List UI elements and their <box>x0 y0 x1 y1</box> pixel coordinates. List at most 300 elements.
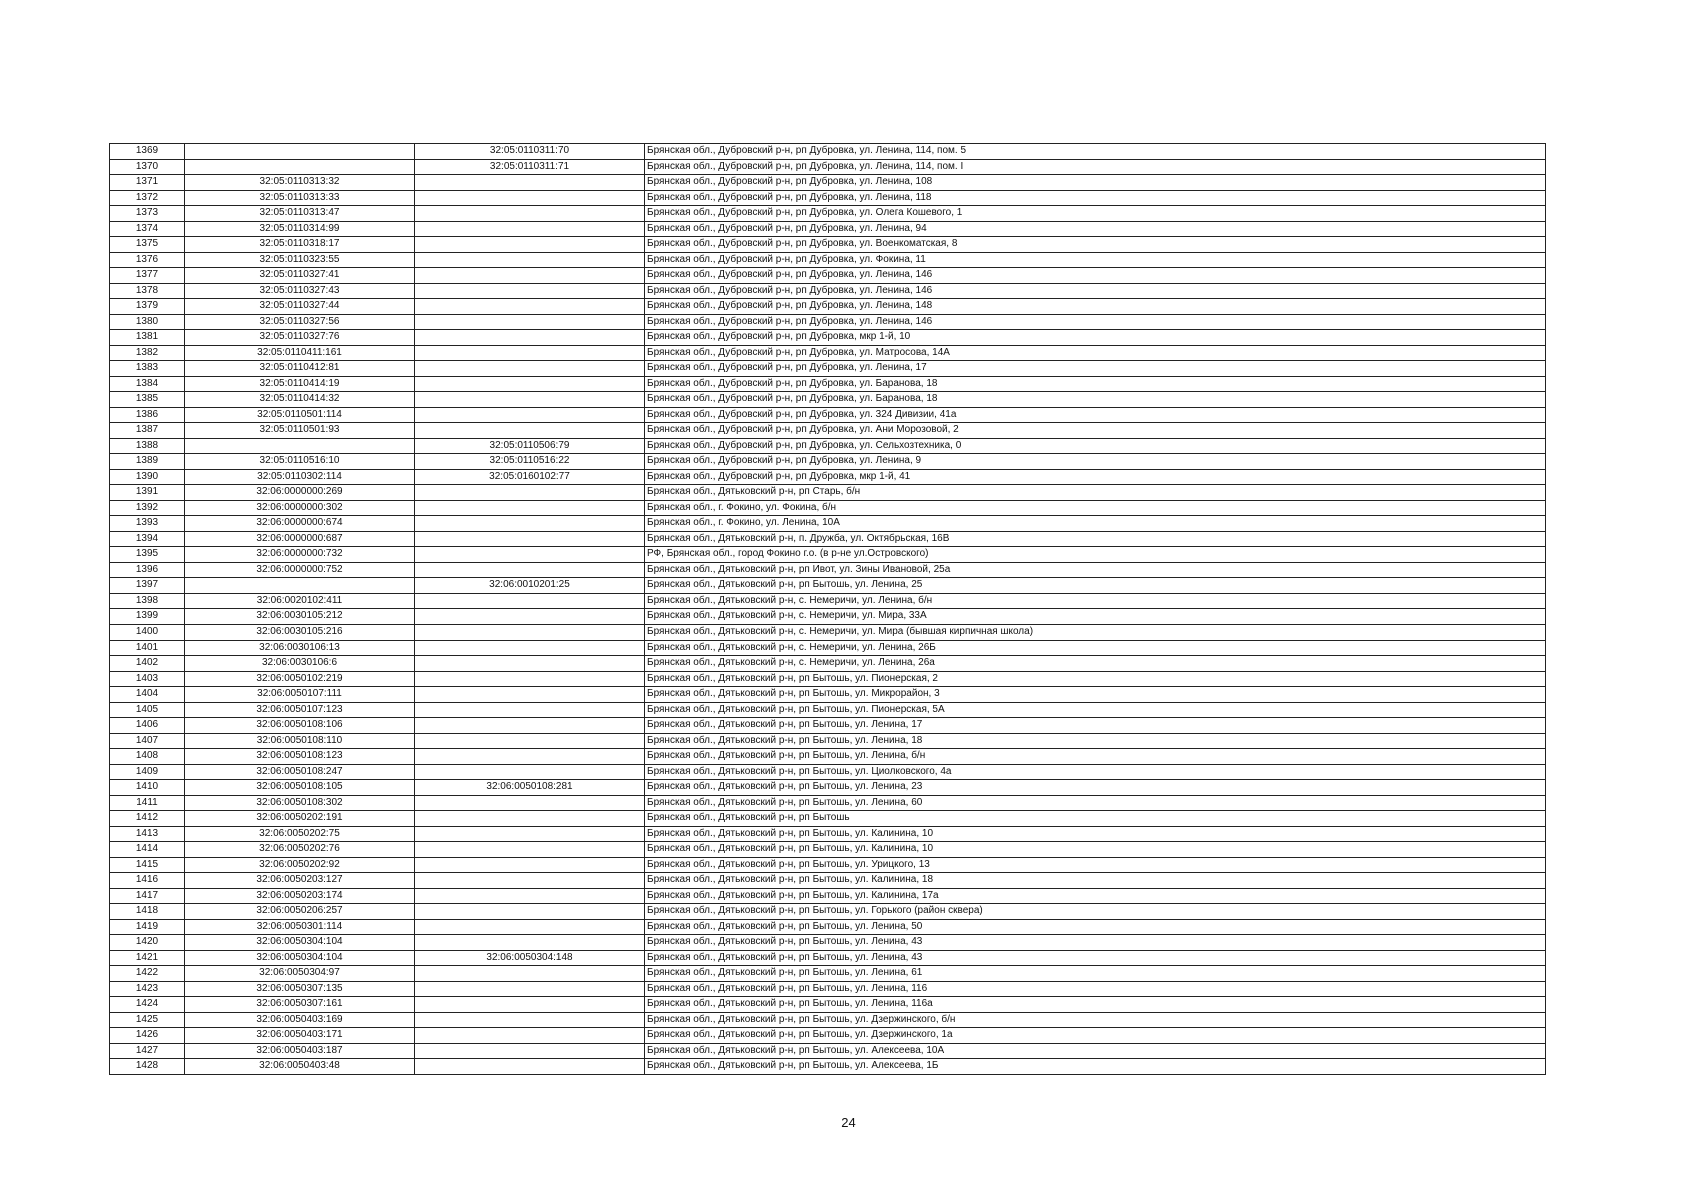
table-row <box>110 764 1546 780</box>
row-number-cell: 1408 <box>110 749 185 765</box>
cadastral-number-cell <box>185 144 415 160</box>
address-cell: Брянская обл., Дубровский р-н, рп Дубровка, ул. Ани Морозовой, 2 <box>645 423 1546 439</box>
address-cell: Брянская обл., Дятьковский р-н, рп Бытошь, ул. Ленина, 116 <box>645 981 1546 997</box>
cadastral-number-secondary-cell <box>415 268 645 284</box>
address-cell: Брянская обл., Дятьковский р-н, рп Бытошь, ул. Ленина, 43 <box>645 950 1546 966</box>
row-number-cell: 1398 <box>110 593 185 609</box>
cadastral-number-cell <box>185 438 415 454</box>
row-number-cell: 1404 <box>110 687 185 703</box>
registry-table <box>109 143 1546 1075</box>
cadastral-number-secondary-cell <box>415 640 645 656</box>
row-number-cell: 1390 <box>110 469 185 485</box>
address-cell: Брянская обл., Дубровский р-н, рп Дубровка, ул. 324 Дивизии, 41а <box>645 407 1546 423</box>
table-row <box>110 795 1546 811</box>
address-cell: Брянская обл., Дятьковский р-н, рп Бытошь, ул. Горького (район сквера) <box>645 904 1546 920</box>
table-row <box>110 733 1546 749</box>
address-cell: Брянская обл., Дятьковский р-н, рп Бытошь, ул. Пионерская, 2 <box>645 671 1546 687</box>
row-number-cell: 1411 <box>110 795 185 811</box>
address-cell: Брянская обл., Дубровский р-н, рп Дубровка, ул. Олега Кошевого, 1 <box>645 206 1546 222</box>
cadastral-number-secondary-cell <box>415 175 645 191</box>
cadastral-number-secondary-cell <box>415 656 645 672</box>
cadastral-number-secondary-cell <box>415 764 645 780</box>
cadastral-number-secondary-cell <box>415 345 645 361</box>
cadastral-number-secondary-cell <box>415 857 645 873</box>
cadastral-number-cell: 32:06:0050202:76 <box>185 842 415 858</box>
row-number-cell: 1401 <box>110 640 185 656</box>
row-number-cell: 1375 <box>110 237 185 253</box>
cadastral-number-secondary-cell <box>415 873 645 889</box>
cadastral-number-cell: 32:06:0030105:212 <box>185 609 415 625</box>
cadastral-number-cell: 32:06:0050403:171 <box>185 1028 415 1044</box>
table-row <box>110 190 1546 206</box>
cadastral-number-secondary-cell: 32:06:0050108:281 <box>415 780 645 796</box>
cadastral-number-cell: 32:05:0110411:161 <box>185 345 415 361</box>
row-number-cell: 1422 <box>110 966 185 982</box>
cadastral-number-cell: 32:06:0050403:187 <box>185 1043 415 1059</box>
row-number-cell: 1395 <box>110 547 185 563</box>
cadastral-number-secondary-cell <box>415 687 645 703</box>
table-row <box>110 438 1546 454</box>
cadastral-number-secondary-cell <box>415 190 645 206</box>
table-row <box>110 702 1546 718</box>
cadastral-number-secondary-cell: 32:06:0010201:25 <box>415 578 645 594</box>
table-row <box>110 904 1546 920</box>
cadastral-number-secondary-cell <box>415 749 645 765</box>
address-cell: Брянская обл., Дятьковский р-н, рп Ивот, ул. Зины Ивановой, 25а <box>645 562 1546 578</box>
row-number-cell: 1427 <box>110 1043 185 1059</box>
table-row <box>110 175 1546 191</box>
address-cell: Брянская обл., Дятьковский р-н, рп Бытошь, ул. Микрорайон, 3 <box>645 687 1546 703</box>
address-cell: Брянская обл., Дятьковский р-н, рп Бытошь, ул. Ленина, 116а <box>645 997 1546 1013</box>
cadastral-number-cell: 32:06:0050202:92 <box>185 857 415 873</box>
cadastral-number-cell: 32:06:0050307:161 <box>185 997 415 1013</box>
table-row <box>110 593 1546 609</box>
table-row <box>110 221 1546 237</box>
cadastral-number-secondary-cell <box>415 314 645 330</box>
row-number-cell: 1389 <box>110 454 185 470</box>
cadastral-number-secondary-cell <box>415 1059 645 1075</box>
cadastral-number-cell: 32:06:0050108:302 <box>185 795 415 811</box>
cadastral-number-cell: 32:06:0050108:106 <box>185 718 415 734</box>
cadastral-number-cell: 32:06:0030106:6 <box>185 656 415 672</box>
table-row <box>110 997 1546 1013</box>
row-number-cell: 1391 <box>110 485 185 501</box>
row-number-cell: 1414 <box>110 842 185 858</box>
row-number-cell: 1371 <box>110 175 185 191</box>
address-cell: Брянская обл., Дятьковский р-н, рп Бытошь, ул. Циолковского, 4а <box>645 764 1546 780</box>
address-cell: Брянская обл., Дубровский р-н, рп Дубровка, ул. Ленина, 114, пом. I <box>645 159 1546 175</box>
cadastral-number-cell: 32:06:0000000:752 <box>185 562 415 578</box>
row-number-cell: 1413 <box>110 826 185 842</box>
row-number-cell: 1383 <box>110 361 185 377</box>
row-number-cell: 1372 <box>110 190 185 206</box>
cadastral-number-cell: 32:05:0110501:114 <box>185 407 415 423</box>
cadastral-number-cell: 32:06:0030106:13 <box>185 640 415 656</box>
cadastral-number-secondary-cell <box>415 826 645 842</box>
cadastral-number-secondary-cell: 32:05:0160102:77 <box>415 469 645 485</box>
cadastral-number-secondary-cell <box>415 593 645 609</box>
cadastral-number-cell: 32:06:0050203:127 <box>185 873 415 889</box>
row-number-cell: 1425 <box>110 1012 185 1028</box>
cadastral-number-secondary-cell <box>415 547 645 563</box>
cadastral-number-secondary-cell <box>415 299 645 315</box>
address-cell: Брянская обл., Дятьковский р-н, рп Бытошь, ул. Ленина, 18 <box>645 733 1546 749</box>
cadastral-number-cell: 32:06:0050108:110 <box>185 733 415 749</box>
address-cell: Брянская обл., Дубровский р-н, рп Дубровка, ул. Ленина, 94 <box>645 221 1546 237</box>
table-row <box>110 656 1546 672</box>
row-number-cell: 1405 <box>110 702 185 718</box>
address-cell: Брянская обл., Дятьковский р-н, рп Бытошь, ул. Ленина, б/н <box>645 749 1546 765</box>
address-cell: Брянская обл., Дубровский р-н, рп Дубровка, ул. Фокина, 11 <box>645 252 1546 268</box>
cadastral-number-cell: 32:06:0050403:169 <box>185 1012 415 1028</box>
table-row <box>110 873 1546 889</box>
address-cell: Брянская обл., Дубровский р-н, рп Дубровка, ул. Сельхозтехника, 0 <box>645 438 1546 454</box>
cadastral-number-secondary-cell <box>415 888 645 904</box>
row-number-cell: 1369 <box>110 144 185 160</box>
address-cell: Брянская обл., Дятьковский р-н, рп Бытошь, ул. Ленина, 23 <box>645 780 1546 796</box>
row-number-cell: 1388 <box>110 438 185 454</box>
cadastral-number-cell: 32:06:0050307:135 <box>185 981 415 997</box>
cadastral-number-cell: 32:06:0050108:105 <box>185 780 415 796</box>
table-row <box>110 640 1546 656</box>
address-cell: Брянская обл., Дятьковский р-н, рп Бытошь, ул. Алексеева, 1Б <box>645 1059 1546 1075</box>
address-cell: Брянская обл., Дятьковский р-н, рп Бытошь <box>645 811 1546 827</box>
table-row <box>110 811 1546 827</box>
address-cell: Брянская обл., Дятьковский р-н, рп Бытошь, ул. Ленина, 61 <box>645 966 1546 982</box>
table-row <box>110 407 1546 423</box>
cadastral-number-secondary-cell <box>415 997 645 1013</box>
cadastral-number-cell: 32:06:0000000:302 <box>185 500 415 516</box>
cadastral-number-cell: 32:05:0110414:32 <box>185 392 415 408</box>
cadastral-number-cell: 32:05:0110516:10 <box>185 454 415 470</box>
address-cell: Брянская обл., Дубровский р-н, рп Дубровка, ул. Ленина, 17 <box>645 361 1546 377</box>
cadastral-number-cell: 32:06:0050403:48 <box>185 1059 415 1075</box>
row-number-cell: 1417 <box>110 888 185 904</box>
cadastral-number-secondary-cell: 32:05:0110311:70 <box>415 144 645 160</box>
table-row <box>110 919 1546 935</box>
table-row <box>110 500 1546 516</box>
table-row <box>110 144 1546 160</box>
cadastral-number-secondary-cell <box>415 935 645 951</box>
row-number-cell: 1397 <box>110 578 185 594</box>
cadastral-number-cell: 32:06:0000000:269 <box>185 485 415 501</box>
table-row <box>110 562 1546 578</box>
table-row <box>110 935 1546 951</box>
row-number-cell: 1396 <box>110 562 185 578</box>
row-number-cell: 1378 <box>110 283 185 299</box>
cadastral-number-cell: 32:06:0050107:123 <box>185 702 415 718</box>
row-number-cell: 1394 <box>110 531 185 547</box>
cadastral-number-secondary-cell <box>415 981 645 997</box>
address-cell: Брянская обл., Дятьковский р-н, с. Немеричи, ул. Ленина, б/н <box>645 593 1546 609</box>
row-number-cell: 1400 <box>110 624 185 640</box>
cadastral-number-cell: 32:06:0000000:732 <box>185 547 415 563</box>
address-cell: Брянская обл., Дятьковский р-н, рп Бытошь, ул. Ленина, 25 <box>645 578 1546 594</box>
row-number-cell: 1415 <box>110 857 185 873</box>
cadastral-number-cell: 32:05:0110327:41 <box>185 268 415 284</box>
address-cell: Брянская обл., Дубровский р-н, рп Дубровка, ул. Ленина, 108 <box>645 175 1546 191</box>
cadastral-number-secondary-cell <box>415 485 645 501</box>
cadastral-number-cell: 32:05:0110327:56 <box>185 314 415 330</box>
cadastral-number-secondary-cell <box>415 919 645 935</box>
table-row <box>110 516 1546 532</box>
row-number-cell: 1402 <box>110 656 185 672</box>
row-number-cell: 1409 <box>110 764 185 780</box>
address-cell: Брянская обл., г. Фокино, ул. Фокина, б/н <box>645 500 1546 516</box>
address-cell: Брянская обл., Дятьковский р-н, рп Бытошь, ул. Дзержинского, 1а <box>645 1028 1546 1044</box>
address-cell: Брянская обл., Дубровский р-н, рп Дубровка, ул. Ленина, 118 <box>645 190 1546 206</box>
table-row <box>110 376 1546 392</box>
row-number-cell: 1385 <box>110 392 185 408</box>
address-cell: Брянская обл., Дятьковский р-н, рп Бытошь, ул. Калинина, 10 <box>645 842 1546 858</box>
row-number-cell: 1423 <box>110 981 185 997</box>
table-row <box>110 345 1546 361</box>
registry-table-body <box>110 144 1546 1075</box>
row-number-cell: 1374 <box>110 221 185 237</box>
cadastral-number-cell: 32:06:0050304:104 <box>185 950 415 966</box>
cadastral-number-cell: 32:06:0050107:111 <box>185 687 415 703</box>
address-cell: Брянская обл., Дятьковский р-н, рп Бытошь, ул. Пионерская, 5А <box>645 702 1546 718</box>
cadastral-number-cell: 32:06:0050108:247 <box>185 764 415 780</box>
table-row <box>110 780 1546 796</box>
cadastral-number-secondary-cell <box>415 361 645 377</box>
address-cell: Брянская обл., Дятьковский р-н, рп Старь, б/н <box>645 485 1546 501</box>
table-row <box>110 1043 1546 1059</box>
row-number-cell: 1380 <box>110 314 185 330</box>
row-number-cell: 1419 <box>110 919 185 935</box>
cadastral-number-cell: 32:05:0110327:76 <box>185 330 415 346</box>
cadastral-number-cell: 32:05:0110313:33 <box>185 190 415 206</box>
cadastral-number-secondary-cell <box>415 904 645 920</box>
table-row <box>110 268 1546 284</box>
address-cell: Брянская обл., Дубровский р-н, рп Дубровка, ул. Баранова, 18 <box>645 376 1546 392</box>
cadastral-number-secondary-cell <box>415 1043 645 1059</box>
table-row <box>110 159 1546 175</box>
cadastral-number-cell: 32:06:0050202:191 <box>185 811 415 827</box>
address-cell: РФ, Брянская обл., город Фокино г.о. (в р-не ул.Островского) <box>645 547 1546 563</box>
row-number-cell: 1370 <box>110 159 185 175</box>
table-row <box>110 718 1546 734</box>
address-cell: Брянская обл., Дубровский р-н, рп Дубровка, ул. Матросова, 14А <box>645 345 1546 361</box>
cadastral-number-secondary-cell <box>415 966 645 982</box>
row-number-cell: 1379 <box>110 299 185 315</box>
address-cell: Брянская обл., Дубровский р-н, рп Дубровка, ул. Ленина, 146 <box>645 268 1546 284</box>
table-row <box>110 547 1546 563</box>
table-row <box>110 966 1546 982</box>
address-cell: Брянская обл., Дятьковский р-н, с. Немеричи, ул. Мира (бывшая кирпичная школа) <box>645 624 1546 640</box>
table-row <box>110 1028 1546 1044</box>
row-number-cell: 1393 <box>110 516 185 532</box>
cadastral-number-secondary-cell <box>415 423 645 439</box>
table-row <box>110 252 1546 268</box>
cadastral-number-cell: 32:06:0000000:687 <box>185 531 415 547</box>
cadastral-number-secondary-cell: 32:05:0110516:22 <box>415 454 645 470</box>
row-number-cell: 1382 <box>110 345 185 361</box>
address-cell: Брянская обл., Дубровский р-н, рп Дубровка, мкр 1-й, 41 <box>645 469 1546 485</box>
row-number-cell: 1406 <box>110 718 185 734</box>
address-cell: Брянская обл., Дятьковский р-н, п. Дружба, ул. Октябрьская, 16В <box>645 531 1546 547</box>
row-number-cell: 1410 <box>110 780 185 796</box>
row-number-cell: 1381 <box>110 330 185 346</box>
row-number-cell: 1426 <box>110 1028 185 1044</box>
row-number-cell: 1428 <box>110 1059 185 1075</box>
cadastral-number-secondary-cell <box>415 237 645 253</box>
address-cell: Брянская обл., Дятьковский р-н, с. Немеричи, ул. Ленина, 26Б <box>645 640 1546 656</box>
row-number-cell: 1387 <box>110 423 185 439</box>
table-row <box>110 423 1546 439</box>
cadastral-number-cell: 32:05:0110414:19 <box>185 376 415 392</box>
row-number-cell: 1416 <box>110 873 185 889</box>
address-cell: Брянская обл., Дятьковский р-н, с. Немеричи, ул. Ленина, 26а <box>645 656 1546 672</box>
cadastral-number-secondary-cell <box>415 500 645 516</box>
cadastral-number-cell: 32:05:0110323:55 <box>185 252 415 268</box>
cadastral-number-secondary-cell <box>415 1028 645 1044</box>
cadastral-number-cell: 32:06:0020102:411 <box>185 593 415 609</box>
cadastral-number-cell: 32:05:0110313:32 <box>185 175 415 191</box>
address-cell: Брянская обл., Дубровский р-н, рп Дубровка, ул. Ленина, 148 <box>645 299 1546 315</box>
cadastral-number-cell <box>185 159 415 175</box>
table-row <box>110 299 1546 315</box>
cadastral-number-cell: 32:05:0110314:99 <box>185 221 415 237</box>
cadastral-number-cell: 32:05:0110501:93 <box>185 423 415 439</box>
cadastral-number-cell: 32:06:0050203:174 <box>185 888 415 904</box>
address-cell: Брянская обл., Дятьковский р-н, рп Бытошь, ул. Калинина, 17а <box>645 888 1546 904</box>
row-number-cell: 1386 <box>110 407 185 423</box>
table-row <box>110 531 1546 547</box>
address-cell: Брянская обл., Дятьковский р-н, рп Бытошь, ул. Дзержинского, б/н <box>645 1012 1546 1028</box>
row-number-cell: 1392 <box>110 500 185 516</box>
row-number-cell: 1407 <box>110 733 185 749</box>
cadastral-number-secondary-cell <box>415 283 645 299</box>
cadastral-number-secondary-cell: 32:06:0050304:148 <box>415 950 645 966</box>
row-number-cell: 1377 <box>110 268 185 284</box>
cadastral-number-cell: 32:05:0110318:17 <box>185 237 415 253</box>
cadastral-number-cell: 32:05:0110412:81 <box>185 361 415 377</box>
cadastral-number-cell: 32:06:0050304:104 <box>185 935 415 951</box>
address-cell: Брянская обл., Дятьковский р-н, рп Бытошь, ул. Ленина, 17 <box>645 718 1546 734</box>
address-cell: Брянская обл., Дятьковский р-н, рп Бытошь, ул. Алексеева, 10А <box>645 1043 1546 1059</box>
cadastral-number-secondary-cell <box>415 516 645 532</box>
cadastral-number-cell: 32:06:0050301:114 <box>185 919 415 935</box>
address-cell: Брянская обл., Дятьковский р-н, рп Бытошь, ул. Калинина, 10 <box>645 826 1546 842</box>
address-cell: Брянская обл., Дубровский р-н, рп Дубровка, ул. Ленина, 146 <box>645 283 1546 299</box>
table-row <box>110 749 1546 765</box>
row-number-cell: 1384 <box>110 376 185 392</box>
row-number-cell: 1421 <box>110 950 185 966</box>
cadastral-number-secondary-cell <box>415 206 645 222</box>
cadastral-number-secondary-cell <box>415 624 645 640</box>
cadastral-number-secondary-cell <box>415 531 645 547</box>
table-row <box>110 609 1546 625</box>
cadastral-number-secondary-cell <box>415 252 645 268</box>
cadastral-number-cell: 32:06:0000000:674 <box>185 516 415 532</box>
cadastral-number-secondary-cell <box>415 392 645 408</box>
table-row <box>110 206 1546 222</box>
cadastral-number-secondary-cell: 32:05:0110506:79 <box>415 438 645 454</box>
table-row <box>110 314 1546 330</box>
cadastral-number-cell <box>185 578 415 594</box>
cadastral-number-cell: 32:06:0050108:123 <box>185 749 415 765</box>
table-row <box>110 624 1546 640</box>
table-row <box>110 237 1546 253</box>
address-cell: Брянская обл., г. Фокино, ул. Ленина, 10А <box>645 516 1546 532</box>
page-number: 24 <box>841 1115 856 1130</box>
table-row <box>110 857 1546 873</box>
table-row <box>110 330 1546 346</box>
table-row <box>110 1012 1546 1028</box>
row-number-cell: 1403 <box>110 671 185 687</box>
cadastral-number-secondary-cell <box>415 702 645 718</box>
table-row <box>110 1059 1546 1075</box>
cadastral-number-secondary-cell <box>415 221 645 237</box>
cadastral-number-cell: 32:05:0110302:114 <box>185 469 415 485</box>
address-cell: Брянская обл., Дубровский р-н, рп Дубровка, ул. Баранова, 18 <box>645 392 1546 408</box>
cadastral-number-secondary-cell <box>415 330 645 346</box>
address-cell: Брянская обл., Дятьковский р-н, рп Бытошь, ул. Урицкого, 13 <box>645 857 1546 873</box>
table-row <box>110 392 1546 408</box>
cadastral-number-secondary-cell <box>415 842 645 858</box>
cadastral-number-cell: 32:06:0050304:97 <box>185 966 415 982</box>
cadastral-number-secondary-cell <box>415 733 645 749</box>
cadastral-number-cell: 32:05:0110313:47 <box>185 206 415 222</box>
cadastral-number-secondary-cell <box>415 671 645 687</box>
address-cell: Брянская обл., Дятьковский р-н, рп Бытошь, ул. Калинина, 18 <box>645 873 1546 889</box>
table-row <box>110 981 1546 997</box>
table-row <box>110 687 1546 703</box>
cadastral-number-secondary-cell <box>415 718 645 734</box>
cadastral-number-cell: 32:05:0110327:43 <box>185 283 415 299</box>
row-number-cell: 1376 <box>110 252 185 268</box>
table-row <box>110 671 1546 687</box>
address-cell: Брянская обл., Дятьковский р-н, рп Бытошь, ул. Ленина, 50 <box>645 919 1546 935</box>
cadastral-number-cell: 32:06:0050206:257 <box>185 904 415 920</box>
table-row <box>110 283 1546 299</box>
table-row <box>110 578 1546 594</box>
address-cell: Брянская обл., Дятьковский р-н, рп Бытошь, ул. Ленина, 60 <box>645 795 1546 811</box>
address-cell: Брянская обл., Дубровский р-н, рп Дубровка, ул. Ленина, 114, пом. 5 <box>645 144 1546 160</box>
table-row <box>110 842 1546 858</box>
cadastral-number-secondary-cell <box>415 1012 645 1028</box>
cadastral-number-secondary-cell <box>415 795 645 811</box>
row-number-cell: 1418 <box>110 904 185 920</box>
row-number-cell: 1373 <box>110 206 185 222</box>
cadastral-number-secondary-cell <box>415 562 645 578</box>
cadastral-number-secondary-cell <box>415 376 645 392</box>
cadastral-number-secondary-cell <box>415 609 645 625</box>
table-row <box>110 361 1546 377</box>
address-cell: Брянская обл., Дубровский р-н, рп Дубровка, ул. Ленина, 9 <box>645 454 1546 470</box>
address-cell: Брянская обл., Дубровский р-н, рп Дубровка, мкр 1-й, 10 <box>645 330 1546 346</box>
cadastral-number-secondary-cell: 32:05:0110311:71 <box>415 159 645 175</box>
table-row <box>110 454 1546 470</box>
table-row <box>110 485 1546 501</box>
row-number-cell: 1412 <box>110 811 185 827</box>
row-number-cell: 1424 <box>110 997 185 1013</box>
row-number-cell: 1399 <box>110 609 185 625</box>
address-cell: Брянская обл., Дятьковский р-н, рп Бытошь, ул. Ленина, 43 <box>645 935 1546 951</box>
cadastral-number-cell: 32:05:0110327:44 <box>185 299 415 315</box>
address-cell: Брянская обл., Дятьковский р-н, с. Немеричи, ул. Мира, 33А <box>645 609 1546 625</box>
address-cell: Брянская обл., Дубровский р-н, рп Дубровка, ул. Военкоматская, 8 <box>645 237 1546 253</box>
cadastral-number-secondary-cell <box>415 407 645 423</box>
row-number-cell: 1420 <box>110 935 185 951</box>
cadastral-number-cell: 32:06:0050202:75 <box>185 826 415 842</box>
cadastral-number-cell: 32:06:0030105:216 <box>185 624 415 640</box>
cadastral-number-cell: 32:06:0050102:219 <box>185 671 415 687</box>
table-row <box>110 950 1546 966</box>
table-row <box>110 469 1546 485</box>
address-cell: Брянская обл., Дубровский р-н, рп Дубровка, ул. Ленина, 146 <box>645 314 1546 330</box>
